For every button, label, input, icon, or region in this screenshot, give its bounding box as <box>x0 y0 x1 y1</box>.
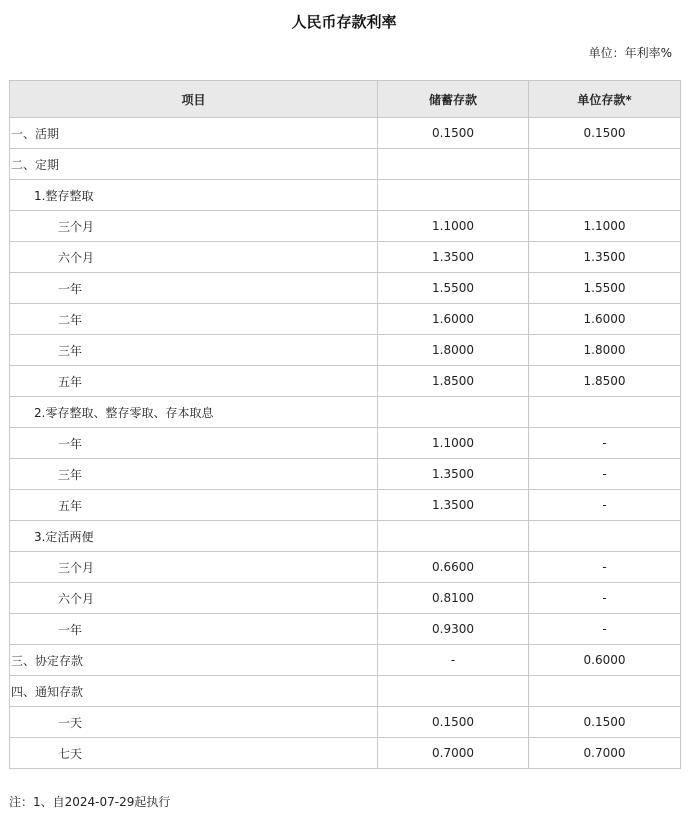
row-savings-rate: 1.8000 <box>378 335 529 366</box>
row-item-name: 五年 <box>10 490 378 521</box>
row-item-name: 一年 <box>10 614 378 645</box>
footnote: 注：1、自2024-07-29起执行 <box>9 795 171 809</box>
row-savings-rate <box>378 149 529 180</box>
row-item-name: 二、定期 <box>10 149 378 180</box>
row-savings-rate: 1.1000 <box>378 428 529 459</box>
row-unit-deposit-rate: 1.8000 <box>529 335 681 366</box>
page-title: 人民币存款利率 <box>291 13 397 31</box>
row-unit-deposit-rate: 0.6000 <box>529 645 681 676</box>
row-savings-rate <box>378 180 529 211</box>
row-unit-deposit-rate: 1.1000 <box>529 211 681 242</box>
row-item-name: 一年 <box>10 273 378 304</box>
row-item-name: 六个月 <box>10 242 378 273</box>
row-savings-rate: 1.6000 <box>378 304 529 335</box>
table-row <box>10 738 681 769</box>
row-savings-rate: 0.8100 <box>378 583 529 614</box>
row-savings-rate: - <box>378 645 529 676</box>
row-savings-rate: 1.8500 <box>378 366 529 397</box>
row-unit-deposit-rate: 1.3500 <box>529 242 681 273</box>
row-item-name: 七天 <box>10 738 378 769</box>
row-savings-rate: 1.5500 <box>378 273 529 304</box>
row-savings-rate: 1.3500 <box>378 490 529 521</box>
table-row <box>10 645 681 676</box>
row-item-name: 一天 <box>10 707 378 738</box>
table-row <box>10 552 681 583</box>
row-unit-deposit-rate <box>529 149 681 180</box>
row-unit-deposit-rate: - <box>529 614 681 645</box>
table-row <box>10 304 681 335</box>
table-body <box>10 118 681 769</box>
table-row <box>10 428 681 459</box>
row-unit-deposit-rate: 0.7000 <box>529 738 681 769</box>
row-savings-rate: 1.3500 <box>378 459 529 490</box>
unit-label: 单位：年利率% <box>588 46 672 60</box>
row-unit-deposit-rate: - <box>529 490 681 521</box>
rate-table <box>9 80 681 769</box>
row-savings-rate: 0.7000 <box>378 738 529 769</box>
table-row <box>10 211 681 242</box>
table-row <box>10 149 681 180</box>
header-unit-deposit: 单位存款* <box>529 81 681 118</box>
row-unit-deposit-rate <box>529 676 681 707</box>
row-item-name: 四、通知存款 <box>10 676 378 707</box>
row-unit-deposit-rate: 1.6000 <box>529 304 681 335</box>
header-item: 项目 <box>10 81 378 118</box>
row-unit-deposit-rate: 0.1500 <box>529 118 681 149</box>
row-savings-rate <box>378 397 529 428</box>
table-header-row <box>10 81 681 118</box>
row-item-name: 1.整存整取 <box>10 180 378 211</box>
row-item-name: 一年 <box>10 428 378 459</box>
row-unit-deposit-rate: 1.8500 <box>529 366 681 397</box>
row-unit-deposit-rate: 0.1500 <box>529 707 681 738</box>
row-item-name: 五年 <box>10 366 378 397</box>
header-savings: 储蓄存款 <box>378 81 529 118</box>
row-item-name: 三年 <box>10 335 378 366</box>
row-unit-deposit-rate: - <box>529 459 681 490</box>
table-row <box>10 676 681 707</box>
row-item-name: 六个月 <box>10 583 378 614</box>
table-row <box>10 273 681 304</box>
row-item-name: 三个月 <box>10 552 378 583</box>
row-unit-deposit-rate <box>529 397 681 428</box>
row-savings-rate: 1.3500 <box>378 242 529 273</box>
table-row <box>10 707 681 738</box>
row-item-name: 三、协定存款 <box>10 645 378 676</box>
row-item-name: 一、活期 <box>10 118 378 149</box>
table-row <box>10 521 681 552</box>
row-savings-rate: 0.1500 <box>378 707 529 738</box>
row-unit-deposit-rate: - <box>529 583 681 614</box>
row-unit-deposit-rate <box>529 180 681 211</box>
row-item-name: 三年 <box>10 459 378 490</box>
row-savings-rate: 0.1500 <box>378 118 529 149</box>
row-savings-rate: 1.1000 <box>378 211 529 242</box>
table-row <box>10 397 681 428</box>
table-row <box>10 583 681 614</box>
table-row <box>10 118 681 149</box>
row-savings-rate: 0.6600 <box>378 552 529 583</box>
row-savings-rate: 0.9300 <box>378 614 529 645</box>
row-savings-rate <box>378 521 529 552</box>
row-item-name: 二年 <box>10 304 378 335</box>
row-unit-deposit-rate: 1.5500 <box>529 273 681 304</box>
table-row <box>10 490 681 521</box>
table-row <box>10 366 681 397</box>
row-unit-deposit-rate: - <box>529 428 681 459</box>
table-row <box>10 335 681 366</box>
row-unit-deposit-rate <box>529 521 681 552</box>
table-row <box>10 180 681 211</box>
row-item-name: 3.定活两便 <box>10 521 378 552</box>
row-item-name: 2.零存整取、整存零取、存本取息 <box>10 397 378 428</box>
row-item-name: 三个月 <box>10 211 378 242</box>
table-row <box>10 614 681 645</box>
table-row <box>10 459 681 490</box>
row-unit-deposit-rate: - <box>529 552 681 583</box>
row-savings-rate <box>378 676 529 707</box>
table-row <box>10 242 681 273</box>
